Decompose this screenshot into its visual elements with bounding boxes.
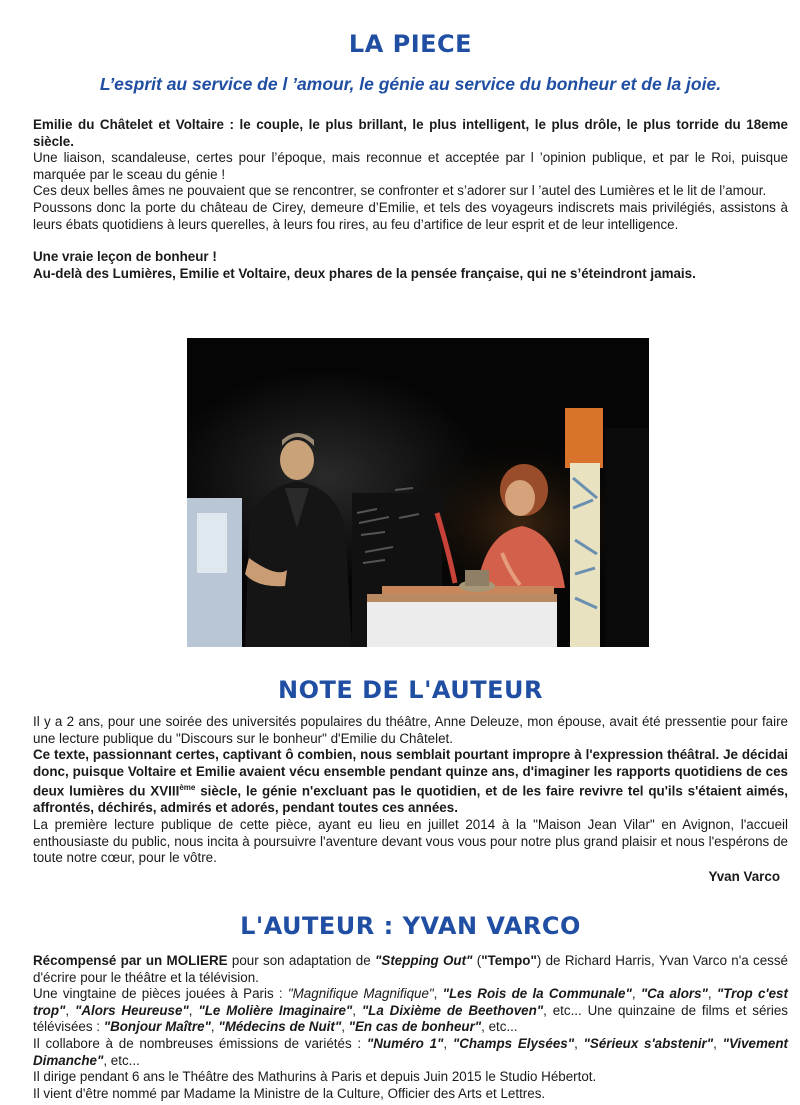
- author-work-title: "Le Molière Imaginaire": [198, 1002, 353, 1018]
- author-text: ,: [352, 1002, 362, 1018]
- author-work-title: "Magnifique Magnifique": [287, 986, 434, 1002]
- author-text: ) de Richard Harris, Yvan Varco n'a cessé d'écrire pour le théâtre et la télévision.: [33, 953, 789, 985]
- stage-photo-illustration: [187, 338, 649, 647]
- note-text: Ce texte, passionnant certes, captivant ô combien, nous semblait pourtant impropre à l'expression théâtral. Je décidai donc, puisque Voltaire et Emilie avaient vécu ensemble pendant quinze ans, d'imaginer les rapports quotidiens de ces deux lumières du XVIII: [33, 747, 788, 799]
- author-work-title: "Numéro 1": [366, 1035, 444, 1051]
- author-work-title: "Stepping Out": [375, 953, 473, 968]
- note-signature: Yvan Varco: [708, 868, 780, 884]
- author-work-title: "Vivement Dimanche": [33, 1035, 788, 1068]
- note-paragraph: Il y a 2 ans, pour une soirée des universités populaires du théâtre, Anne Deleuze, mon épouse, avait été pressentie pour faire une lecture publique du "Discours sur le bonheur" d'Emilie du Châtelet.: [33, 714, 788, 746]
- author-work-title: "Alors Heureuse": [74, 1002, 189, 1018]
- author-text: , etc... Une quinzaine de films et séries télévisées :: [33, 1002, 789, 1035]
- author-work-title: "Champs Elysées": [452, 1035, 575, 1051]
- author-text: ,: [65, 1002, 75, 1018]
- note-paragraph-bold: [33, 747, 788, 817]
- author-body: [33, 953, 788, 1102]
- author-work-title: "Bonjour Maître": [103, 1019, 211, 1035]
- section-title-piece: LA PIECE: [348, 30, 473, 58]
- note-text: siècle, le génie n'excluant pas le quotidien, et de les faire revivre tel qu'ils s'étaient aimés, affrontés, déchirés, admirés et adorés, pendant toutes ces années.: [33, 783, 788, 816]
- author-text: , etc...: [481, 1019, 518, 1035]
- author-work-title: "Ca alors": [640, 986, 708, 1002]
- author-text: ,: [574, 1035, 584, 1051]
- author-text: ,: [433, 986, 443, 1002]
- author-work-title: "Tempo": [481, 953, 537, 968]
- stage-photo: [187, 338, 649, 647]
- author-work-title: "Médecins de Nuit": [218, 1019, 342, 1035]
- author-work-title: "Sérieux s'abstenir": [583, 1035, 714, 1051]
- author-work-title: "La Dixième de Beethoven": [361, 1002, 544, 1018]
- piece-tagline: L’esprit au service de l ’amour, le génie au service du bonheur et de la joie.: [99, 74, 722, 94]
- author-work-title: "Trop c'est trop": [33, 986, 788, 1018]
- author-award: Récompensé par un MOLIERE: [33, 953, 228, 968]
- author-text: ,: [707, 986, 717, 1002]
- note-paragraph: La première lecture publique de cette pièce, ayant eu lieu en juillet 2014 à la "Maison Jean Vilar" en Avignon, l'accueil enthousiaste du public, nous incita à poursuivre l'aventure devant vous vous pour notre plus grand plaisir et nous l'espérons de toute notre cœur, pour le vôtre.: [33, 817, 788, 866]
- author-paragraph: [33, 1036, 788, 1069]
- author-text: ,: [631, 986, 641, 1002]
- piece-closing: Au-delà des Lumières, Emilie et Voltaire, deux phares de la pensée française, qui ne s’éteindront jamais.: [33, 265, 696, 281]
- note-body: [33, 714, 788, 885]
- author-paragraph: [33, 986, 788, 1036]
- author-text: ,: [443, 1035, 453, 1051]
- author-work-title: "Les Rois de la Communale": [442, 986, 632, 1002]
- piece-closing: Une vraie leçon de bonheur !: [33, 249, 217, 265]
- section-title-note: NOTE DE L'AUTEUR: [278, 676, 543, 704]
- author-text: ,: [188, 1002, 199, 1018]
- author-text: ,: [341, 1019, 349, 1035]
- piece-paragraph: Poussons donc la porte du château de Cirey, demeure d’Emilie, et tels des voyageurs indiscrets mais privilégiés, assistons à leurs ébats quotidiens à leurs querelles, à leurs fou rires, au feu d’artifice de leur esprit et de leur intelligence.: [33, 199, 788, 232]
- piece-body: [33, 117, 788, 282]
- author-paragraph: Il dirige pendant 6 ans le Théâtre des Mathurins à Paris et depuis Juin 2015 le Studio Hébertot.: [33, 1069, 597, 1085]
- author-text: ,: [210, 1019, 219, 1035]
- author-text: Une vingtaine de pièces jouées à Paris :: [33, 986, 288, 1002]
- author-paragraph: [33, 953, 788, 986]
- piece-lead: Emilie du Châtelet et Voltaire : le couple, le plus brillant, le plus intelligent, le plus drôle, le plus torride du 18eme siècle.: [33, 117, 788, 149]
- author-text: pour son adaptation de: [227, 953, 376, 968]
- piece-paragraph: Une liaison, scandaleuse, certes pour l’époque, mais reconnue et acceptée par l ’opinion publique, et par le Roi, puisque marquée par le sceau du génie !: [33, 150, 788, 182]
- spacer: [33, 233, 788, 249]
- author-work-title: "En cas de bonheur": [348, 1019, 482, 1035]
- author-text: ,: [713, 1035, 723, 1051]
- section-title-author: L'AUTEUR : YVAN VARCO: [240, 912, 581, 940]
- author-paragraph: Il vient d'être nommé par Madame la Ministre de la Culture, Officier des Arts et Lettres.: [33, 1085, 546, 1101]
- note-superscript: ème: [179, 783, 196, 793]
- piece-paragraph: Ces deux belles âmes ne pouvaient que se rencontrer, se confronter et s’adorer sur l ’autel des Lumières et le lit de l’amour.: [33, 183, 767, 199]
- author-text: , etc...: [103, 1052, 140, 1068]
- author-text: Il collabore à de nombreuses émissions de variétés :: [33, 1035, 367, 1051]
- author-text: (: [472, 953, 482, 968]
